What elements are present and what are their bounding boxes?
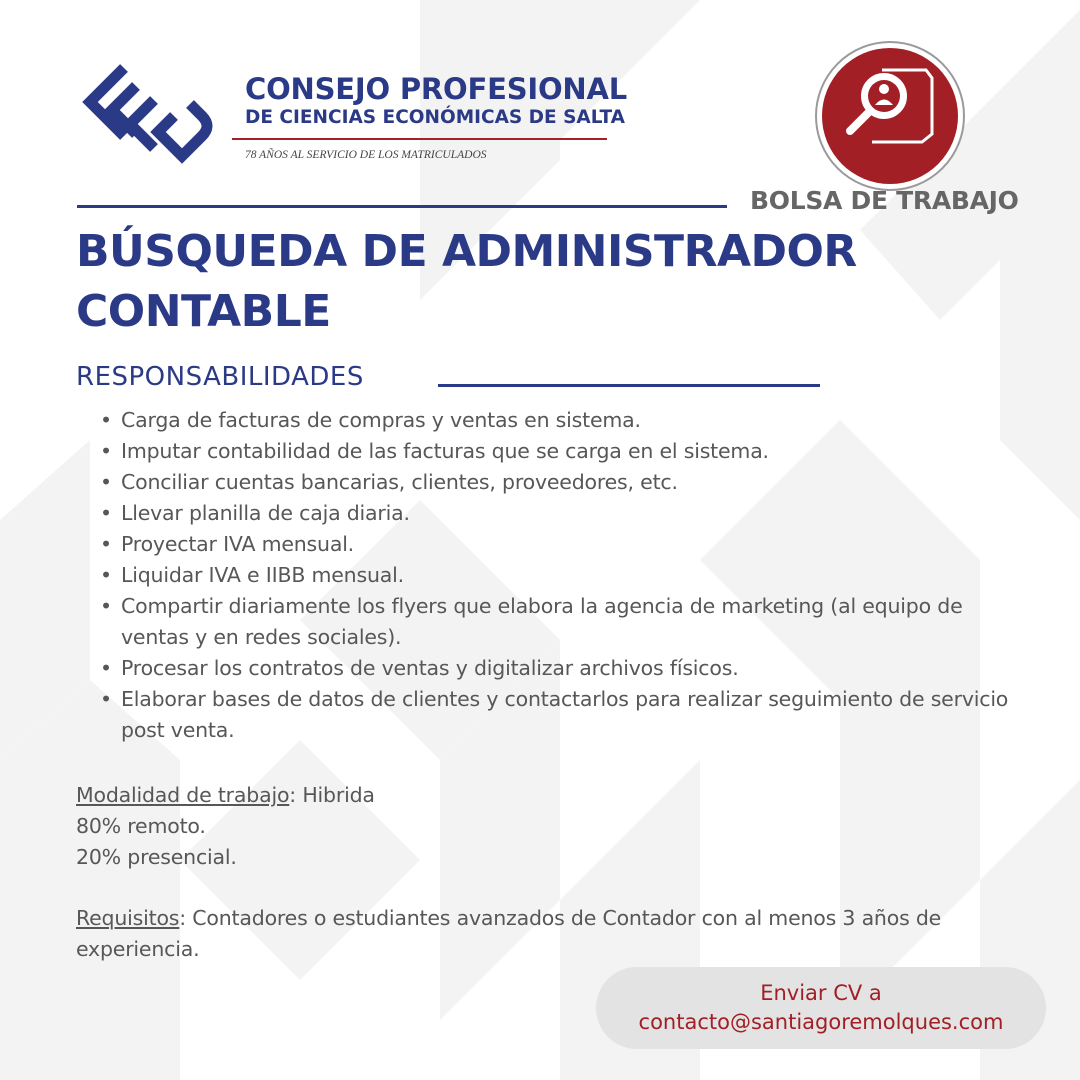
org-divider: [232, 138, 607, 140]
requirements: [76, 903, 1036, 965]
section-tag: BOLSA DE TRABAJO: [750, 186, 1019, 215]
cta-label: Enviar CV a: [760, 981, 882, 1005]
work-modality: [76, 780, 375, 873]
title-line-1: BÚSQUEDA DE ADMINISTRADOR: [76, 226, 857, 277]
send-cv-button[interactable]: [596, 967, 1046, 1049]
modality-onsite: 20% presencial.: [76, 845, 237, 869]
org-tagline: 78 AÑOS AL SERVICIO DE LOS MATRICULADOS: [245, 149, 487, 161]
cpce-logo: [78, 60, 228, 175]
header-divider: [77, 205, 727, 208]
org-name: CONSEJO PROFESIONAL: [245, 72, 628, 106]
responsibilities-list: [96, 405, 1036, 746]
list-item: • Compartir diariamente los flyers que elabora la agencia de marketing (al equipo de ventas y en redes sociales).: [96, 591, 1036, 653]
modality-value: : Hibrida: [289, 783, 375, 807]
page-title: [76, 222, 976, 342]
list-item: • Imputar contabilidad de las facturas que se carga en el sistema.: [96, 436, 1036, 467]
list-item: • Procesar los contratos de ventas y digitalizar archivos físicos.: [96, 653, 1036, 684]
search-person-icon: [812, 38, 968, 194]
modality-label: Modalidad de trabajo: [76, 783, 290, 807]
requirements-label: Requisitos: [76, 906, 180, 930]
responsibilities-divider: [438, 384, 820, 387]
list-item: • Carga de facturas de compras y ventas en sistema.: [96, 405, 1036, 436]
modality-remote: 80% remoto.: [76, 814, 206, 838]
list-item: • Liquidar IVA e IIBB mensual.: [96, 560, 1036, 591]
requirements-value: : Contadores o estudiantes avanzados de Contador con al menos 3 años de experiencia.: [76, 906, 942, 961]
responsibilities-heading: RESPONSABILIDADES: [76, 362, 364, 392]
list-item: • Llevar planilla de caja diaria.: [96, 498, 1036, 529]
list-item: • Proyectar IVA mensual.: [96, 529, 1036, 560]
list-item: • Elaborar bases de datos de clientes y contactarlos para realizar seguimiento de servicio post venta.: [96, 684, 1036, 746]
contact-email-link[interactable]: contacto@santiagoremolques.com: [638, 1010, 1004, 1034]
title-line-2: CONTABLE: [76, 286, 331, 337]
org-subtitle: DE CIENCIAS ECONÓMICAS DE SALTA: [245, 107, 625, 128]
list-item: • Conciliar cuentas bancarias, clientes, proveedores, etc.: [96, 467, 1036, 498]
